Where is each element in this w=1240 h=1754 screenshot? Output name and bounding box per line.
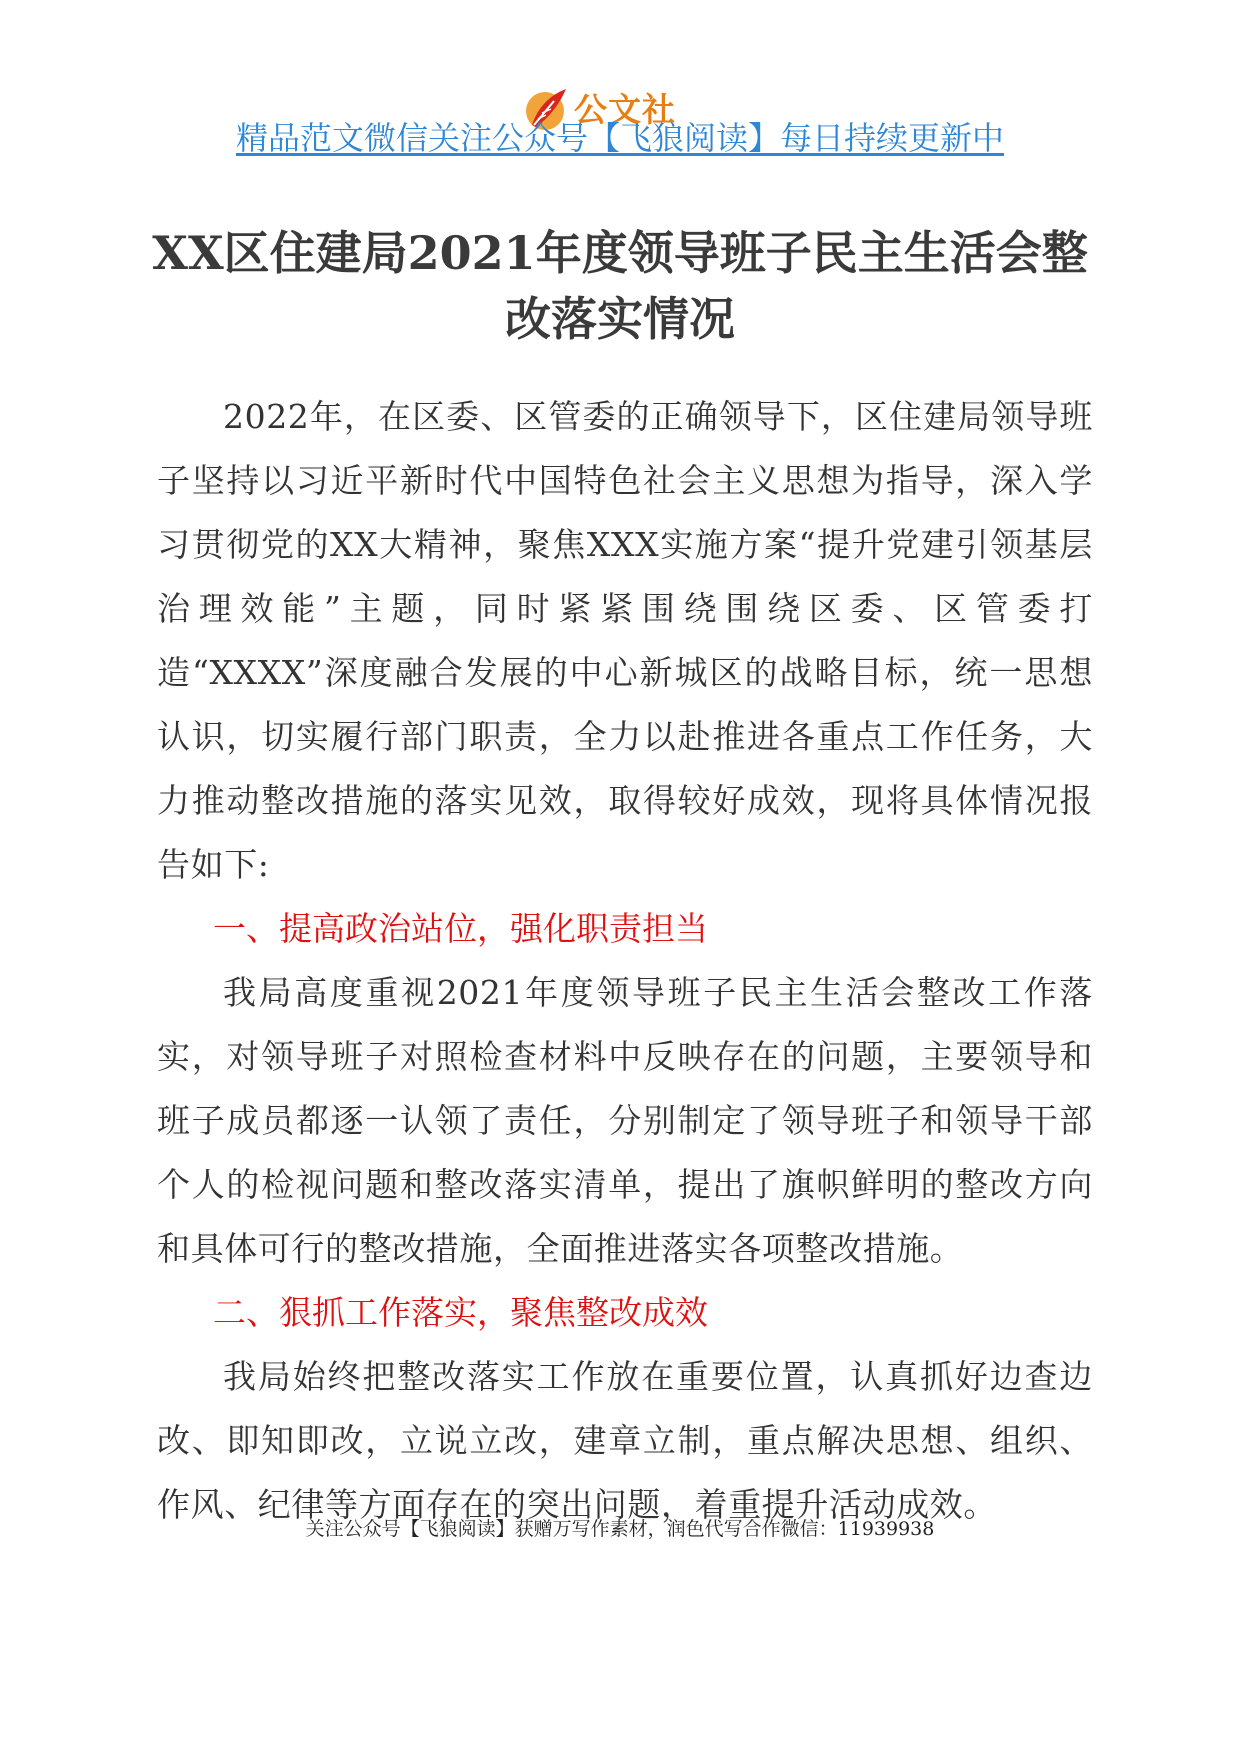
document-title: XX区住建局2021年度领导班子民主生活会整改落实情况 (152, 226, 1088, 346)
section-paragraph: 我局高度重视2021年度领导班子民主生活会整改工作落实，对领导班子对照检查材料中反映存在的问题，主要领导和班子成员都逐一认领了责任，分别制定了领导班子和领导干部个人的检视问题和整改落实清单，提出了旗帜鲜明的整改方向和具体可行的整改措施，全面推进落实各项整改措施。 (157, 973, 1093, 1268)
section-heading: 一、提高政治站位，强化职责担当 (213, 909, 708, 948)
wechat-promo-link[interactable]: 精品范文微信关注公众号【飞狼阅读】每日持续更新中 (235, 119, 1004, 157)
intro-paragraph: 2022年，在区委、区管委的正确领导下，区住建局领导班子坚持以习近平新时代中国特色社会主义思想为指导，深入学习贯彻党的XX大精神，聚焦XXX实施方案“提升党建引领基层治理效能”主题，同时紧紧围绕围绕区委、区管委打造“XXXX”深度融合发展的中心新城区的战略目标，统一思想认识，切实履行部门职责，全力以赴推进各重点工作任务，大力推动整改措施的落实见效，取得较好成效，现将具体情况报告如下: (157, 397, 1093, 884)
document-body (157, 385, 1093, 1537)
footer-note: 关注公众号【飞狼阅读】获赠万写作素材，润色代写合作微信：11939938 (305, 1518, 935, 1540)
logo-text: 公文社 (574, 89, 676, 129)
section-paragraph: 我局始终把整改落实工作放在重要位置，认真抓好边查边改、即知即改，立说立改，建章立制，重点解决思想、组织、作风、纪律等方面存在的突出问题，着重提升活动成效。 (157, 1357, 1093, 1524)
section-heading: 二、狠抓工作落实，聚焦整改成效 (213, 1293, 708, 1332)
